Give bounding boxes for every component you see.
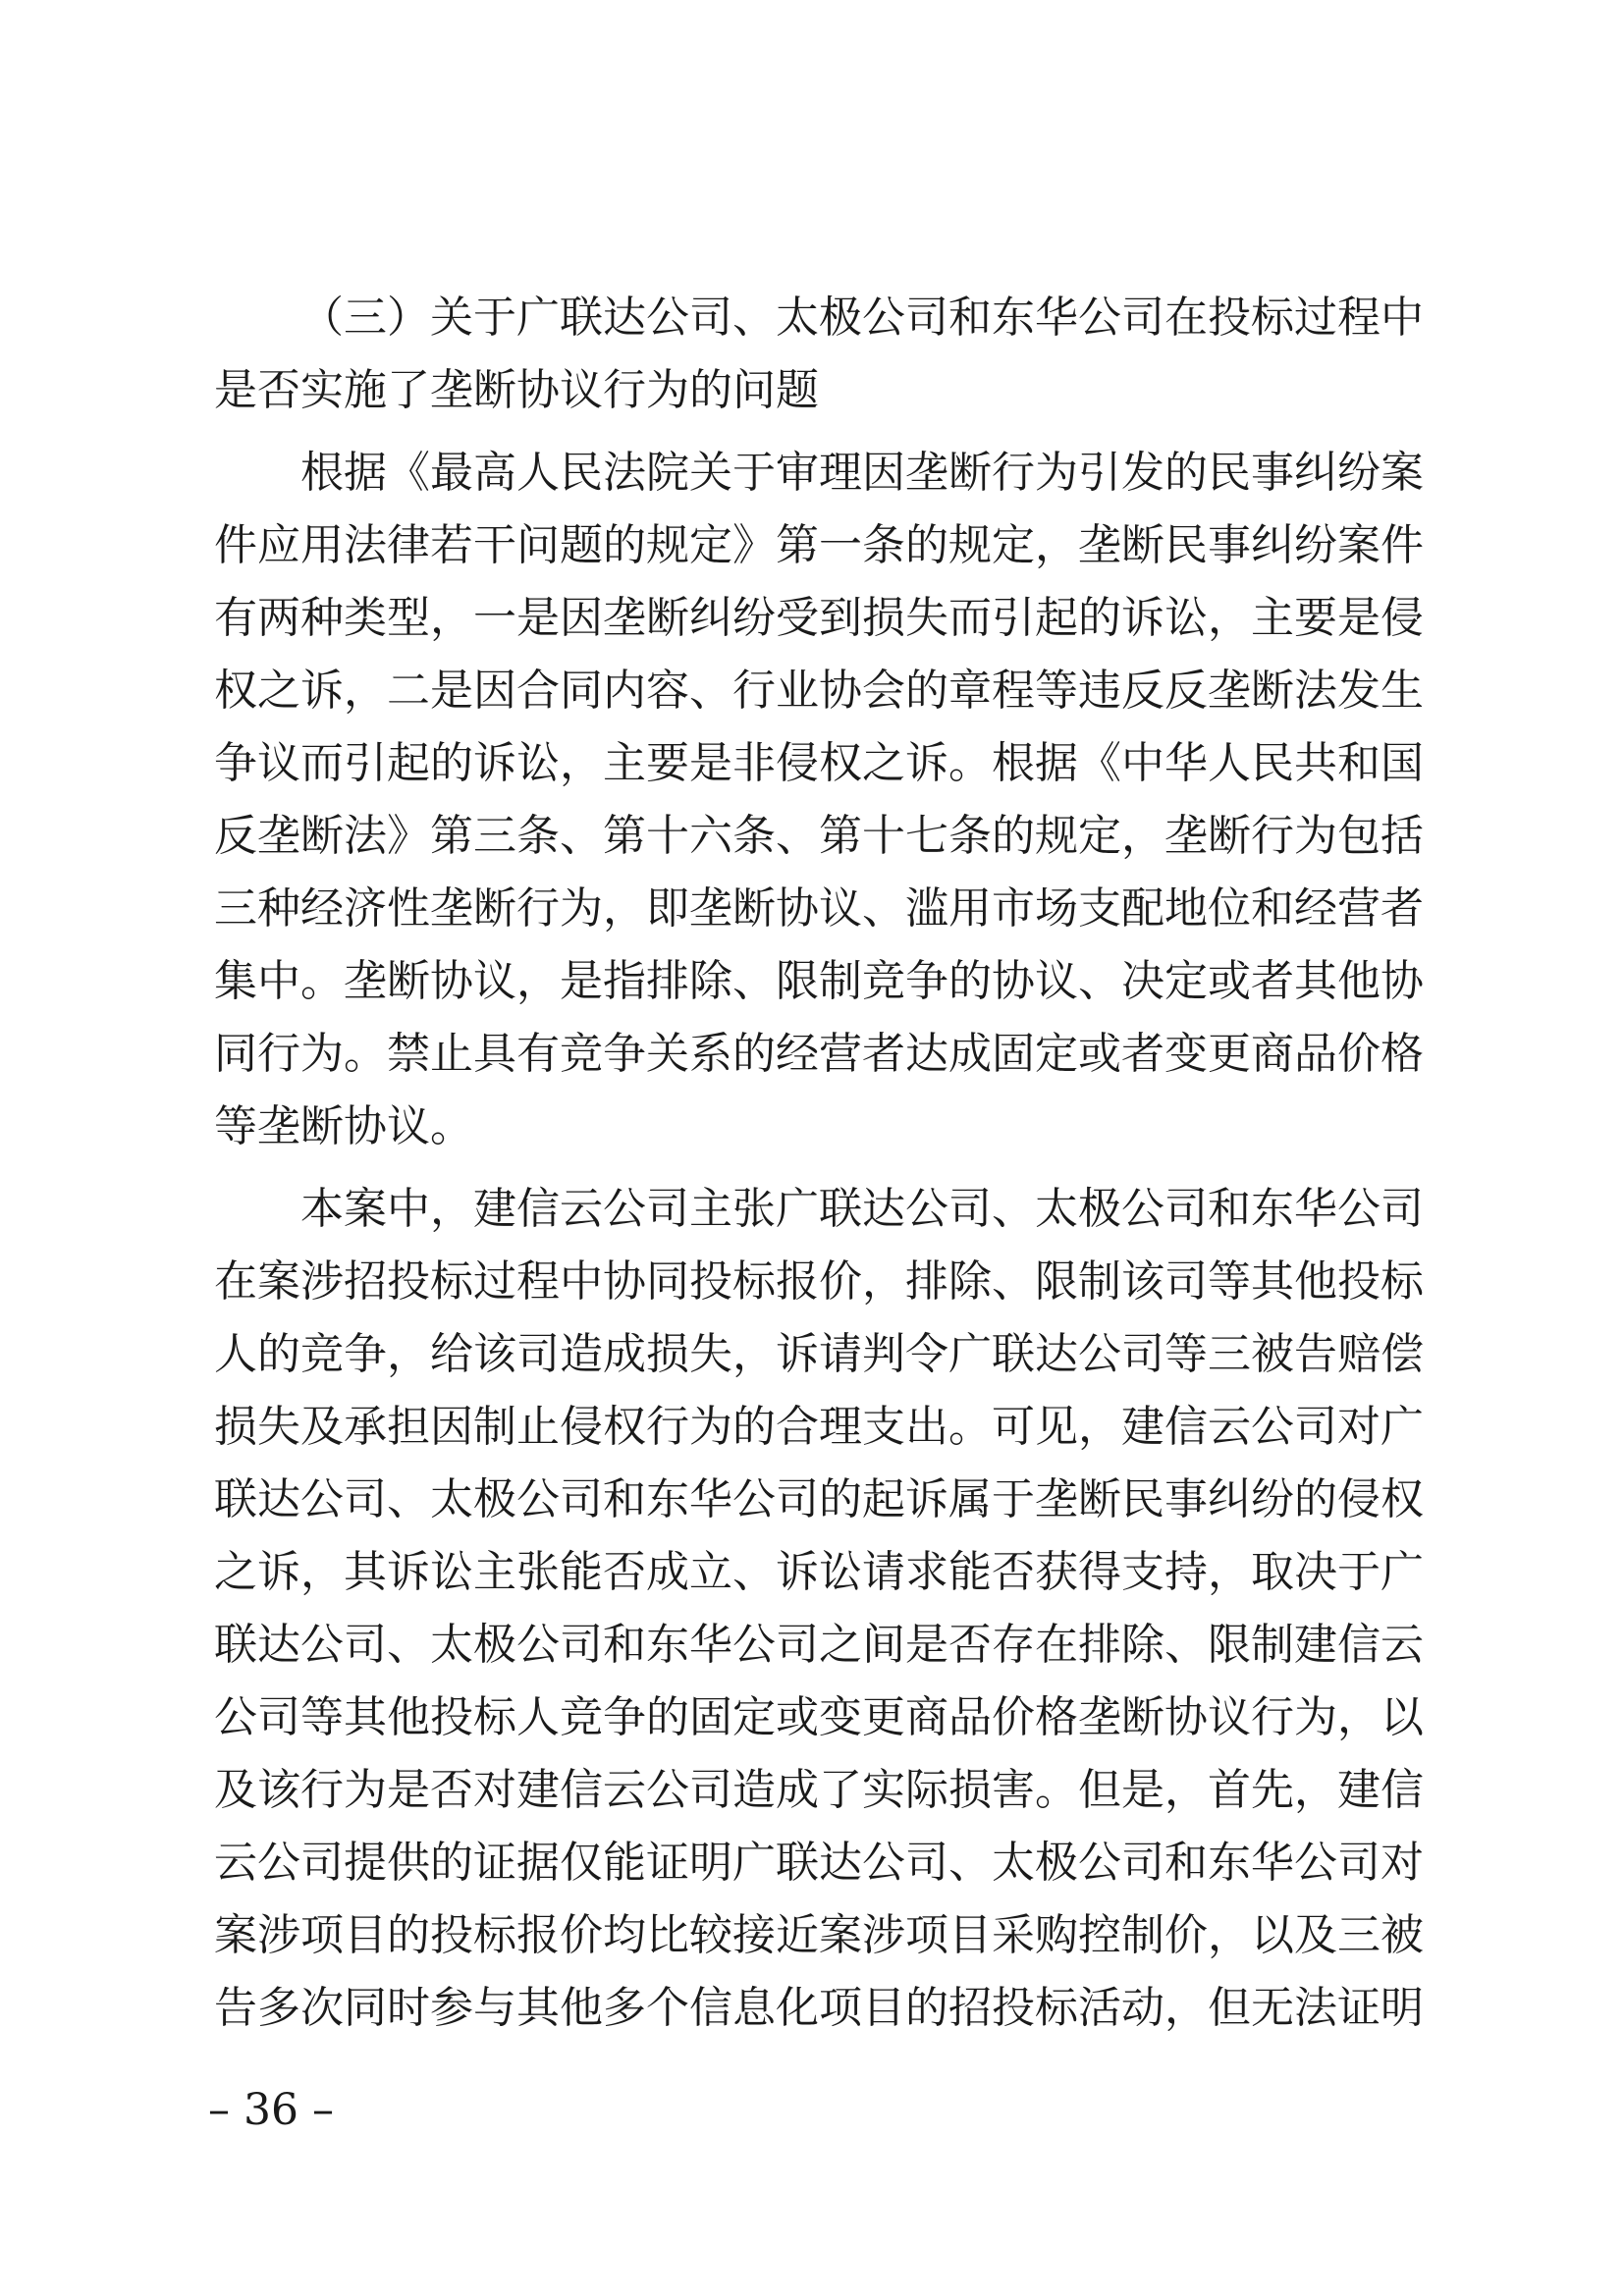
paragraph-2-line-12: 告多次同时参与其他多个信息化项目的招投标活动，但无法证明	[214, 1983, 1424, 2033]
paragraph-2-line-8: 公司等其他投标人竞争的固定或变更商品价格垄断协议行为，以	[214, 1692, 1424, 1742]
paragraph-1-line-4: 权之诉，二是因合同内容、行业协会的章程等违反反垄断法发生	[214, 666, 1424, 716]
paragraph-1-line-6: 反垄断法》第三条、第十六条、第十七条的规定，垄断行为包括	[214, 811, 1424, 861]
paragraph-2-line-10: 云公司提供的证据仅能证明广联达公司、太极公司和东华公司对	[214, 1838, 1424, 1888]
section-heading-line-1: （三）关于广联达公司、太极公司和东华公司在投标过程中	[300, 293, 1424, 343]
page-number: – 36 –	[208, 2085, 334, 2135]
paragraph-1-line-2: 件应用法律若干问题的规定》第一条的规定，垄断民事纠纷案件	[214, 520, 1424, 570]
paragraph-2-line-6: 之诉，其诉讼主张能否成立、诉讼请求能否获得支持，取决于广	[214, 1547, 1424, 1597]
paragraph-2-line-2: 在案涉招投标过程中协同投标报价，排除、限制该司等其他投标	[214, 1256, 1424, 1307]
paragraph-1-line-8: 集中。垄断协议，是指排除、限制竞争的协议、决定或者其他协	[214, 956, 1424, 1006]
paragraph-2-line-11: 案涉项目的投标报价均比较接近案涉项目采购控制价，以及三被	[214, 1910, 1424, 1960]
paragraph-1-line-7: 三种经济性垄断行为，即垄断协议、滥用市场支配地位和经营者	[214, 883, 1424, 934]
paragraph-1-line-3: 有两种类型，一是因垄断纠纷受到损失而引起的诉讼，主要是侵	[214, 593, 1424, 643]
section-heading-line-2: 是否实施了垄断协议行为的问题	[214, 365, 819, 415]
paragraph-2-line-9: 及该行为是否对建信云公司造成了实际损害。但是，首先，建信	[214, 1765, 1424, 1815]
paragraph-1-line-5: 争议而引起的诉讼，主要是非侵权之诉。根据《中华人民共和国	[214, 738, 1424, 788]
paragraph-2-line-3: 人的竞争，给该司造成损失，诉请判令广联达公司等三被告赔偿	[214, 1329, 1424, 1379]
paragraph-1-line-1: 根据《最高人民法院关于审理因垄断行为引发的民事纠纷案	[300, 448, 1424, 498]
paragraph-2-line-7: 联达公司、太极公司和东华公司之间是否存在排除、限制建信云	[214, 1620, 1424, 1670]
paragraph-2-line-4: 损失及承担因制止侵权行为的合理支出。可见，建信云公司对广	[214, 1402, 1424, 1452]
paragraph-1-line-9: 同行为。禁止具有竞争关系的经营者达成固定或者变更商品价格	[214, 1029, 1424, 1079]
paragraph-2-line-5: 联达公司、太极公司和东华公司的起诉属于垄断民事纠纷的侵权	[214, 1474, 1424, 1524]
paragraph-1-line-10: 等垄断协议。	[214, 1101, 473, 1151]
paragraph-2-line-1: 本案中，建信云公司主张广联达公司、太极公司和东华公司	[300, 1184, 1424, 1234]
